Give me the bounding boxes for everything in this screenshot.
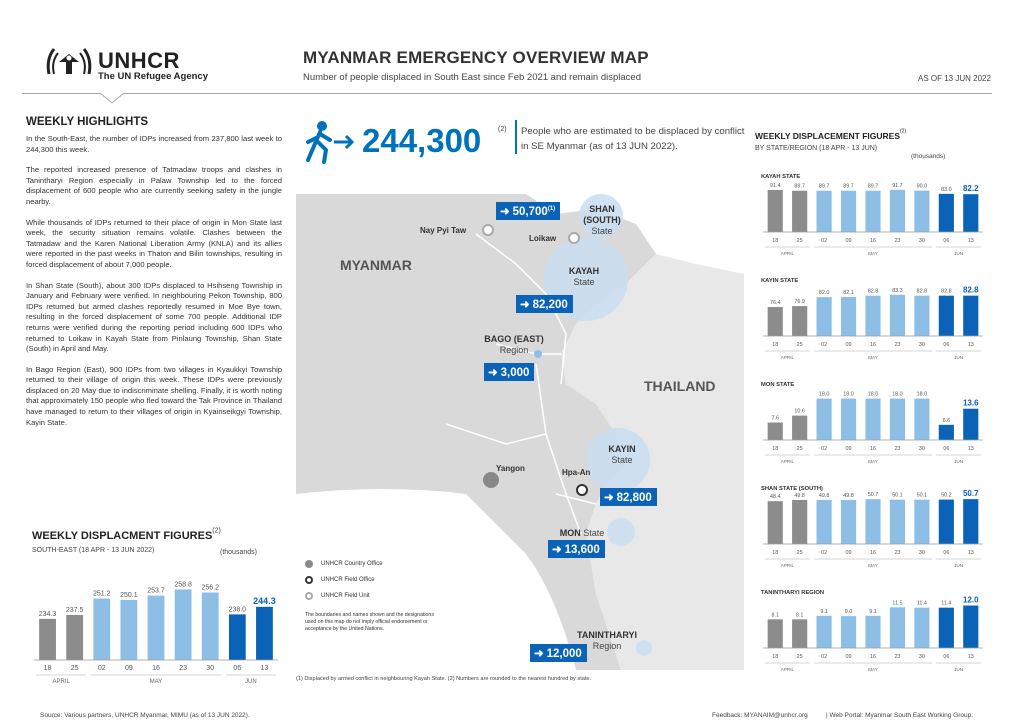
chart-group [761,590,983,672]
bar [93,599,110,660]
month-label: MAY [868,563,878,568]
bar [768,190,783,232]
page-subtitle: Number of people displaced in South East since Feb 2021 and remain displaced [303,72,641,83]
bar [792,416,807,440]
bar [865,399,880,440]
bar [865,296,880,336]
data-label: 50.2 [941,492,952,499]
data-label: 237.5 [65,607,84,614]
bar [768,619,783,648]
weekly-highlights [26,116,282,438]
displaced-person-icon [302,120,358,164]
tick-label: 02 [821,654,828,660]
data-label: 76.9 [794,299,805,306]
data-label: 18.0 [892,391,903,398]
highlight-paragraph: In Bago Region (East), 900 IDPs from two villages in Kyaukkyi Township returned to their village of origin this week. These IDPs were previously displaced on 20 May due to indiscriminate shelling. Finally, it is worth noting that approximately 150 people who fled toward the Tak Province in Thailand have managed to return to their villages of origin in Kyainseikgyi Township, Kayin State. [26,364,282,427]
tick-label: 23 [894,654,901,660]
bar [939,194,954,232]
data-label: 11.4 [916,600,927,607]
region-mon: MON State [559,528,605,538]
data-label: 89.7 [867,183,879,190]
data-label: 83.3 [892,287,903,294]
data-label: 244.3 [253,595,276,606]
month-label: APRIL [780,563,795,568]
month-label: JUN [954,667,964,672]
header-pointer-icon [100,93,124,105]
bar [865,191,880,232]
chart-group [761,486,983,568]
state-charts-note: (2) [900,128,907,135]
country-label-thailand: THAILAND [644,378,716,394]
tick-label: 23 [894,550,901,556]
chart-group [761,174,983,256]
bar [66,615,83,660]
southeast-bar-chart [28,560,284,700]
tick-label: 13 [967,550,974,556]
region-bago-east: BAGO (EAST) Region [484,334,544,355]
tick-label: 13 [967,342,974,348]
data-label: 18.0 [916,391,928,398]
chart-title: KAYAH STATE [761,174,801,180]
footer-source: Source: Various partners, UNHCR Myanmar, MIMU (as of 13 JUN 2022). [40,712,250,719]
bar [768,501,783,544]
tick-label: 25 [70,665,79,672]
data-label: 253.7 [147,587,165,595]
bar [865,499,880,544]
bar [256,607,273,660]
tick-label: 25 [796,654,803,660]
bar [890,399,905,440]
tick-label: 13 [260,665,269,672]
tick-label: 06 [943,654,950,660]
tick-label: 06 [943,238,950,244]
map-disclaimer: The boundaries and names shown and the designations used on this map do not imply official endorsement or acceptance by the United Nations. [305,612,434,632]
bar [914,296,929,336]
displaced-arrow-icon: ➜ [534,648,544,660]
tick-label: 30 [918,550,925,556]
bar [963,606,978,648]
tick-label: 16 [870,238,876,244]
tick-label: 18 [772,238,779,244]
region-kayin: KAYIN State [608,444,636,465]
tick-label: 16 [870,342,876,348]
bar [817,616,832,648]
month-label: JUN [954,563,964,568]
total-displaced-note: (2) [498,126,507,133]
data-label: 82.1 [843,289,854,296]
bar [817,297,832,336]
total-displaced-value: 244,300 [362,122,482,159]
bar [792,619,807,648]
data-label: 18.0 [843,391,854,398]
data-label: 89.7 [843,183,854,190]
tick-label: 13 [967,654,974,660]
month-label: MAY [868,355,878,360]
month-label: APRIL [780,251,795,256]
data-label: 50.7 [867,492,879,499]
data-label: 13.6 [962,398,979,408]
data-label: 11.5 [892,600,903,607]
bar [229,614,246,660]
legend-country-office: UNHCR Country Office [321,561,383,567]
bar [890,295,905,336]
field-unit-marker [483,225,493,235]
chart-group [34,581,278,685]
bar [817,399,832,440]
tick-label: 06 [943,446,950,452]
bar [148,596,165,660]
org-tagline: The UN Refugee Agency [98,71,208,82]
data-label: 50.1 [892,492,903,499]
field-unit-icon [305,592,313,600]
month-label: MAY [868,251,878,256]
data-label: 18.0 [818,391,830,398]
highlight-paragraph: In the South-East, the number of IDPs increased from 237,800 last week to 244,300 this week. [26,134,282,154]
bar [890,500,905,544]
bar [792,306,807,336]
displaced-arrow-icon: ➜ [552,544,562,556]
city-yangon: Yangon [496,464,525,473]
tick-label: 06 [233,665,242,672]
month-label: JUN [954,251,964,256]
month-label: MAY [868,459,878,464]
total-divider [515,120,517,154]
tick-label: 02 [821,342,828,348]
highlights-title: WEEKLY HIGHLIGHTS [26,116,149,128]
data-label: 251.2 [93,590,111,598]
tick-label: 25 [796,446,803,452]
data-label: 11.4 [941,600,952,607]
bar [914,191,929,232]
bar [817,500,832,544]
bar [768,307,783,336]
highlight-paragraph: In Shan State (South), about 300 IDPs displaced to Hsihseng Township in January and February were verified. In neighbouring Pekon Township, 800 IDPs returned but armed clashes reportedly resumed in Moe Bye town, resulting in the forced displacement of some 700 people. Additional IDP returns were verified during the reporting period including 600 IDPs who returned to Loikaw in Kayah State from Pinlaung Township, Shan State (South) in April and May. [26,280,282,354]
bar [939,500,954,544]
bar [817,191,832,232]
bar [768,423,783,440]
data-label: 258.8 [174,581,192,589]
count-bago-east[interactable]: ➜ 3,000 [484,363,534,381]
southeast-chart-unit: (thousands) [220,549,257,556]
month-label: MAY [149,679,163,685]
tick-label: 30 [918,446,925,452]
data-label: 49.8 [794,492,805,499]
data-label: 89.7 [818,183,830,190]
bar [890,607,905,648]
legend-field-unit: UNHCR Field Unit [321,593,370,599]
data-label: 256.2 [201,584,219,592]
state-bar-charts [753,160,993,682]
data-label: 7.6 [771,415,779,422]
tick-label: 09 [845,446,852,452]
tick-label: 25 [796,238,803,244]
tick-label: 18 [772,550,779,556]
footer-portal[interactable]: | Web Portal: Myanmar South East Working Group. [826,712,974,719]
month-label: JUN [954,355,964,360]
bar [939,608,954,648]
displaced-arrow-icon: ➜ [488,367,498,379]
tick-label: 06 [943,550,950,556]
page-title: MYANMAR EMERGENCY OVERVIEW MAP [303,48,649,67]
displaced-arrow-icon: ➜ [604,492,614,504]
tick-label: 30 [918,238,925,244]
bar [841,297,856,336]
data-label: 82.8 [916,288,928,295]
bar [914,608,929,648]
data-label: 90.0 [916,183,928,190]
count-tanintharyi[interactable]: ➜ 12,000 [530,644,587,662]
unhcr-logo [44,44,94,84]
data-label: 8.1 [771,612,779,619]
month-label: APRIL [52,679,70,685]
data-label: 49.8 [843,492,854,499]
city-nay-pyi-taw: Nay Pyi Taw [420,226,467,235]
tick-label: 18 [772,654,779,660]
tick-label: 13 [967,238,974,244]
unhcr-emblem-icon [44,44,94,84]
tick-label: 13 [967,446,974,452]
tick-label: 23 [179,665,188,672]
bar [939,296,954,336]
highlight-paragraph: The reported increased presence of Tatmadaw troops and clashes in Tanintharyi Region especially in Palaw Township led to the forced displacement of 600 people who are currently seeking safety in the jungle nearby. [26,165,282,206]
tick-label: 09 [124,665,133,672]
count-mon[interactable]: ➜ 13,600 [548,540,605,558]
bar [914,399,929,440]
tick-label: 02 [97,665,106,672]
country-office-icon [305,560,313,568]
chart-group [761,382,983,464]
legend-field-office: UNHCR Field Office [321,577,375,583]
bar [914,500,929,544]
month-label: APRIL [780,667,795,672]
data-label: 82.8 [867,288,879,295]
data-label: 48.4 [769,494,781,501]
displaced-arrow-icon: ➜ [520,299,530,311]
tick-label: 16 [870,550,876,556]
org-name: UNHCR [98,48,180,73]
data-label: 238.0 [228,606,247,614]
data-label: 82.8 [962,285,979,295]
data-label: 50.1 [916,492,928,499]
field-office-marker [577,485,587,495]
map-footnote: (1) Displaced by armed conflict in neighbouring Kayah State. (2) Numbers are rounded to the nearest hundred by state. [296,676,592,682]
state-charts-subtitle: BY STATE/REGION (18 APR - 13 JUN) [755,145,878,152]
tick-label: 25 [796,550,803,556]
header-divider [22,93,992,94]
tick-label: 23 [894,342,901,348]
tick-label: 16 [870,654,876,660]
bar [890,190,905,232]
tick-label: 30 [918,654,925,660]
region-tanintharyi: TANINTHARYI Region [577,630,637,651]
state-charts-unit: (thousands) [911,153,946,160]
count-kayah[interactable]: ➜ 82,200 [516,295,573,313]
state-charts-title: WEEKLY DISPLACEMENT FIGURES [755,131,900,141]
bar [841,500,856,544]
tick-label: 16 [152,665,160,672]
country-office-marker [483,472,499,488]
tick-label: 02 [821,550,828,556]
total-displaced-description: People who are estimated to be displaced by conflict in SE Myanmar (as of 13 JUN 2022). [521,126,745,152]
region-kayah: KAYAH State [568,266,600,287]
data-label: 91.4 [769,182,781,189]
data-label: 12.0 [962,595,979,605]
data-label: 8.1 [795,612,804,619]
data-label: 6.6 [942,417,951,424]
data-label: 9.1 [869,608,877,615]
field-office-icon [305,576,313,584]
chart-group [761,278,983,360]
tick-label: 09 [845,342,852,348]
tick-label: 23 [894,238,901,244]
southeast-chart-title: WEEKLY DISPLACMENT FIGURES [32,530,213,542]
data-label: 82.0 [818,290,830,297]
tick-label: 30 [918,342,925,348]
state-charts-panel [753,122,993,682]
data-label: 82.8 [941,288,952,295]
chart-title: SHAN STATE (SOUTH) [761,486,823,492]
bar [963,409,978,440]
month-label: APRIL [780,459,795,464]
southeast-chart-subtitle: SOUTH-EAST (18 APR - 13 JUN 2022) [32,547,155,554]
footer-feedback[interactable]: Feedback: MYANAIM@unhcr.org [712,712,808,719]
tick-label: 25 [796,342,803,348]
tick-label: 30 [206,665,215,672]
bar [865,616,880,648]
bar [841,616,856,648]
tick-label: 09 [845,654,852,660]
highlight-paragraph: While thousands of IDPs returned to their place of origin in Mon State last week, the security situation remains volatile. Clashes between the Tatmadaw and the Karen National Liberation Army (KNLA) and its allies were reported in the past weeks in Thaton and Bilin townships, resulting in forced displacement of about 7,000 people. [26,217,282,269]
bar [120,600,137,660]
bar [841,191,856,232]
tick-label: 09 [845,550,852,556]
city-loikaw: Loikaw [529,234,557,243]
data-label: 50.7 [962,489,979,499]
chart-title: MON STATE [761,382,795,388]
bar [963,194,978,232]
bar [963,499,978,544]
tick-label: 18 [772,342,779,348]
bar [175,589,192,660]
tick-label: 18 [772,446,779,452]
bar [939,425,954,440]
month-label: JUN [245,679,257,685]
count-shan-south[interactable]: ➜ 50,700$^{(1)}$ [496,202,560,220]
bar [202,593,219,660]
bar [841,399,856,440]
data-label: 89.7 [794,183,805,190]
data-label: 49.8 [818,492,830,499]
data-label: 10.6 [794,408,805,415]
data-label: 250.1 [120,591,138,599]
southeast-chart-note: (2) [212,527,221,535]
data-label: 9.0 [844,609,853,616]
city-hpa-an: Hpa-An [562,468,591,477]
southeast-chart-header [32,526,282,559]
data-label: 234.3 [38,610,57,618]
map-legend [305,560,440,633]
tick-label: 18 [43,665,52,672]
month-label: JUN [954,459,964,464]
count-kayin[interactable]: ➜ 82,800 [600,488,657,506]
tick-label: 23 [894,446,901,452]
bar [963,296,978,336]
tick-label: 16 [870,446,876,452]
bar [792,191,807,232]
tick-label: 02 [821,238,828,244]
tick-label: 09 [845,238,852,244]
month-label: APRIL [780,355,795,360]
displaced-arrow-icon: ➜ [500,206,510,218]
data-label: 9.1 [820,608,828,615]
chart-title: TANINTHARYI REGION [761,590,825,596]
bar [39,619,56,660]
data-label: 76.4 [769,299,781,306]
as-of-date: AS OF 13 JUN 2022 [918,74,991,83]
month-label: MAY [868,667,878,672]
region-shan-south: SHAN (SOUTH) State [583,204,621,236]
tick-label: 06 [943,342,950,348]
bar [792,500,807,544]
tick-label: 02 [821,446,828,452]
data-label: 83.0 [941,186,952,193]
chart-title: KAYIN STATE [761,278,799,284]
country-label-myanmar: MYANMAR [340,257,412,273]
data-label: 91.7 [892,182,903,189]
data-label: 82.2 [962,184,979,194]
data-label: 18.0 [867,391,879,398]
